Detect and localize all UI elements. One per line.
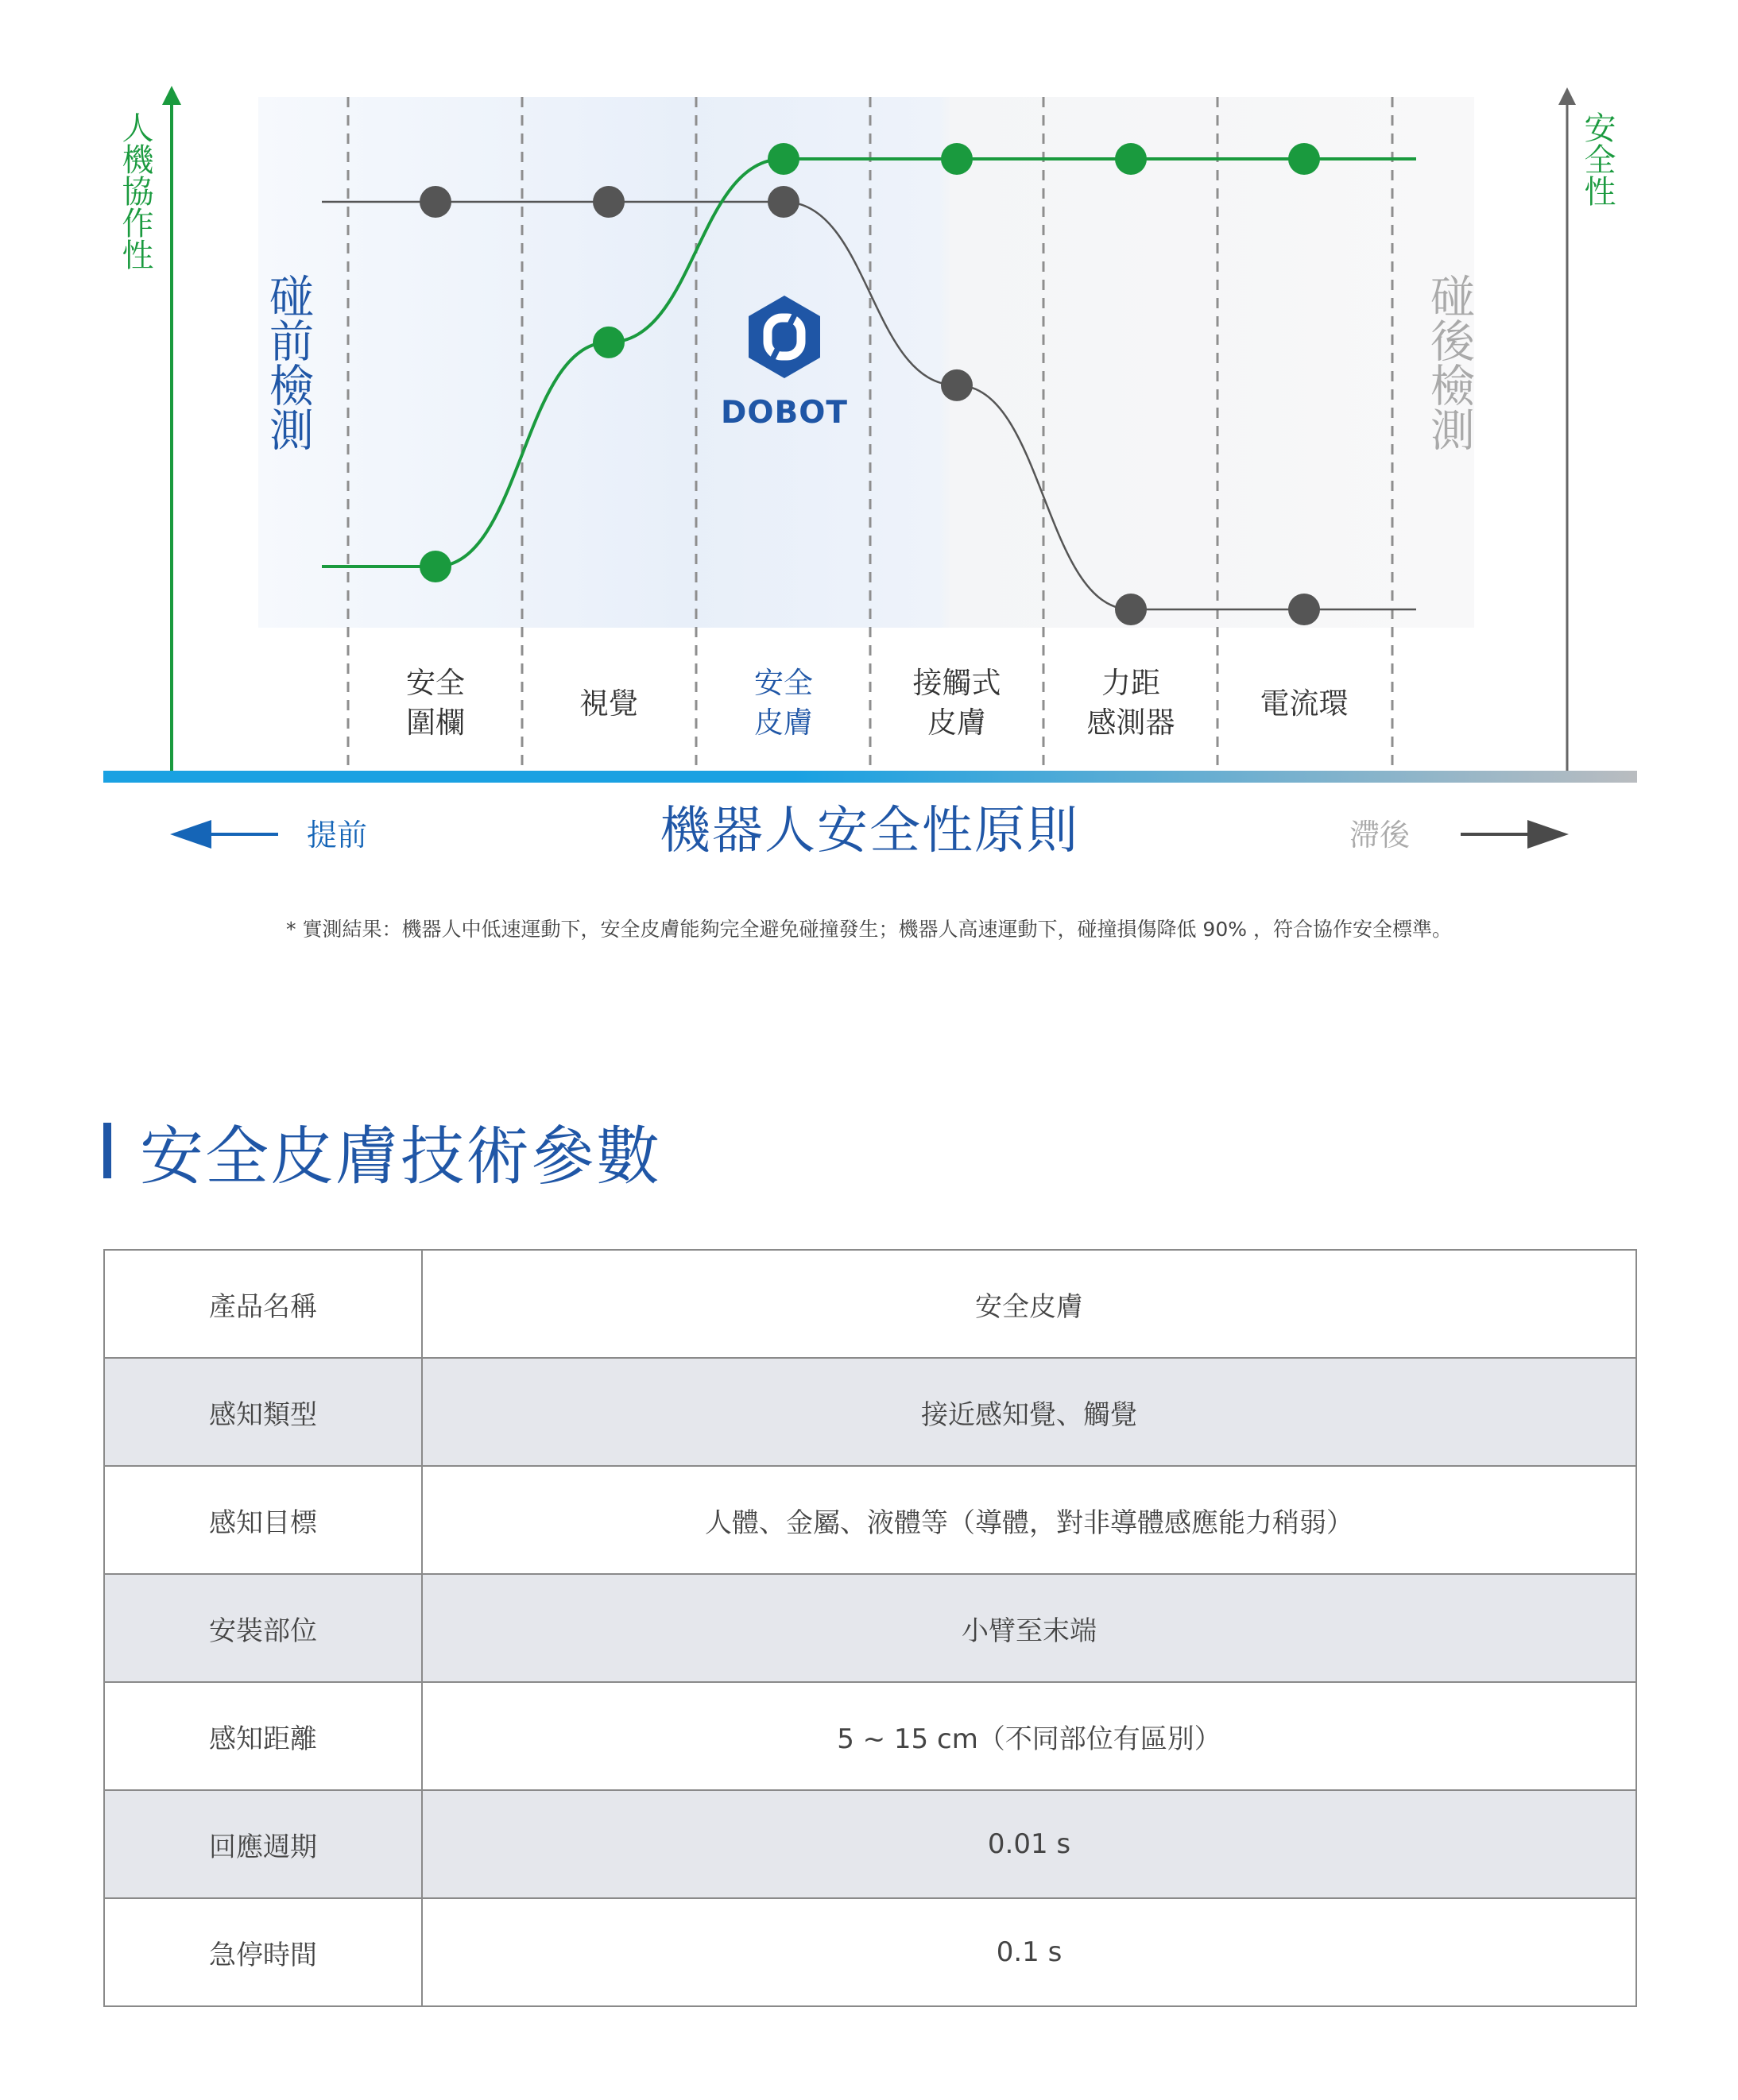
collaboration-point-4 <box>1115 594 1147 625</box>
parameter-table <box>103 1249 1637 2007</box>
test-result-note: * 實測結果：機器人中低速運動下，安全皮膚能夠完全避免碰撞發生；機器人高速運動下，碰撞損傷降低 90% ，符合協作安全標準。 <box>286 918 1452 941</box>
table-row <box>104 1682 1636 1790</box>
safety-principle-chart <box>0 0 1738 993</box>
category-label-line: 安全 <box>406 666 465 700</box>
left-direction-arrow-head <box>170 820 211 849</box>
category-label <box>913 666 1001 740</box>
param-name: 感知目標 <box>104 1466 422 1574</box>
safety-point-4 <box>1115 143 1147 175</box>
category-label <box>754 666 813 740</box>
section-title <box>103 1119 661 1193</box>
category-label-line: 安全 <box>754 666 813 700</box>
post-collision-label: 碰後檢測 <box>1423 273 1475 451</box>
safety-point-3 <box>941 143 973 175</box>
param-value: 小臂至末端 <box>422 1574 1636 1682</box>
chart-title: 機器人安全性原則 <box>660 802 1079 860</box>
table-row <box>104 1466 1636 1574</box>
collaboration-point-5 <box>1288 594 1320 625</box>
chart-svg <box>0 0 1738 993</box>
category-label-line: 圍欄 <box>406 706 465 740</box>
param-value: 5 ~ 15 cm（不同部位有區別） <box>422 1682 1636 1790</box>
category-label-line: 皮膚 <box>927 706 986 740</box>
left-axis-arrow <box>162 86 181 105</box>
table-row <box>104 1574 1636 1682</box>
chart-background <box>258 97 1474 628</box>
right-direction-arrow-head <box>1527 820 1569 849</box>
collaboration-point-2 <box>768 186 799 218</box>
table-row <box>104 1790 1636 1898</box>
safety-point-0 <box>420 551 451 582</box>
section-marker <box>103 1123 111 1178</box>
category-label <box>1260 686 1349 721</box>
category-label-line: 接觸式 <box>912 666 1001 700</box>
svg-text:DOBOT: DOBOT <box>720 395 849 431</box>
collaboration-point-3 <box>941 369 973 401</box>
collaboration-point-0 <box>420 186 451 218</box>
section-title-text: 安全皮膚技術參數 <box>140 1119 661 1193</box>
param-name: 急停時間 <box>104 1898 422 2006</box>
pre-collision-label: 碰前檢測 <box>262 273 314 451</box>
category-label-line: 感測器 <box>1086 706 1175 740</box>
category-label <box>406 666 465 740</box>
direction-left-label: 提前 <box>307 818 368 853</box>
param-name: 回應週期 <box>104 1790 422 1898</box>
safety-point-1 <box>593 327 625 358</box>
collaboration-point-1 <box>593 186 625 218</box>
left-axis-label: 人機協作性 <box>117 111 153 270</box>
right-axis-arrow <box>1558 87 1576 105</box>
param-name: 感知距離 <box>104 1682 422 1790</box>
table-row <box>104 1250 1636 1358</box>
direction-right-label: 滯後 <box>1349 818 1411 853</box>
category-label-line: 皮膚 <box>754 706 813 740</box>
category-label-line: 電流環 <box>1260 686 1349 721</box>
param-name: 感知類型 <box>104 1358 422 1466</box>
table-row <box>104 1898 1636 2006</box>
param-value: 接近感知覺、觸覺 <box>422 1358 1636 1466</box>
safety-point-2 <box>768 143 799 175</box>
param-value: 0.01 s <box>422 1790 1636 1898</box>
baseline-bar <box>103 771 1637 783</box>
param-value: 人體、金屬、液體等（導體，對非導體感應能力稍弱） <box>422 1466 1636 1574</box>
category-label-line: 視覺 <box>579 686 638 721</box>
category-label-line: 力距 <box>1101 666 1160 700</box>
category-label <box>579 686 638 721</box>
safety-point-5 <box>1288 143 1320 175</box>
param-value: 安全皮膚 <box>422 1250 1636 1358</box>
param-name: 產品名稱 <box>104 1250 422 1358</box>
param-value: 0.1 s <box>422 1898 1636 2006</box>
right-axis-label: 安全性 <box>1579 111 1616 207</box>
category-label <box>1087 666 1175 740</box>
table-row <box>104 1358 1636 1466</box>
param-name: 安裝部位 <box>104 1574 422 1682</box>
